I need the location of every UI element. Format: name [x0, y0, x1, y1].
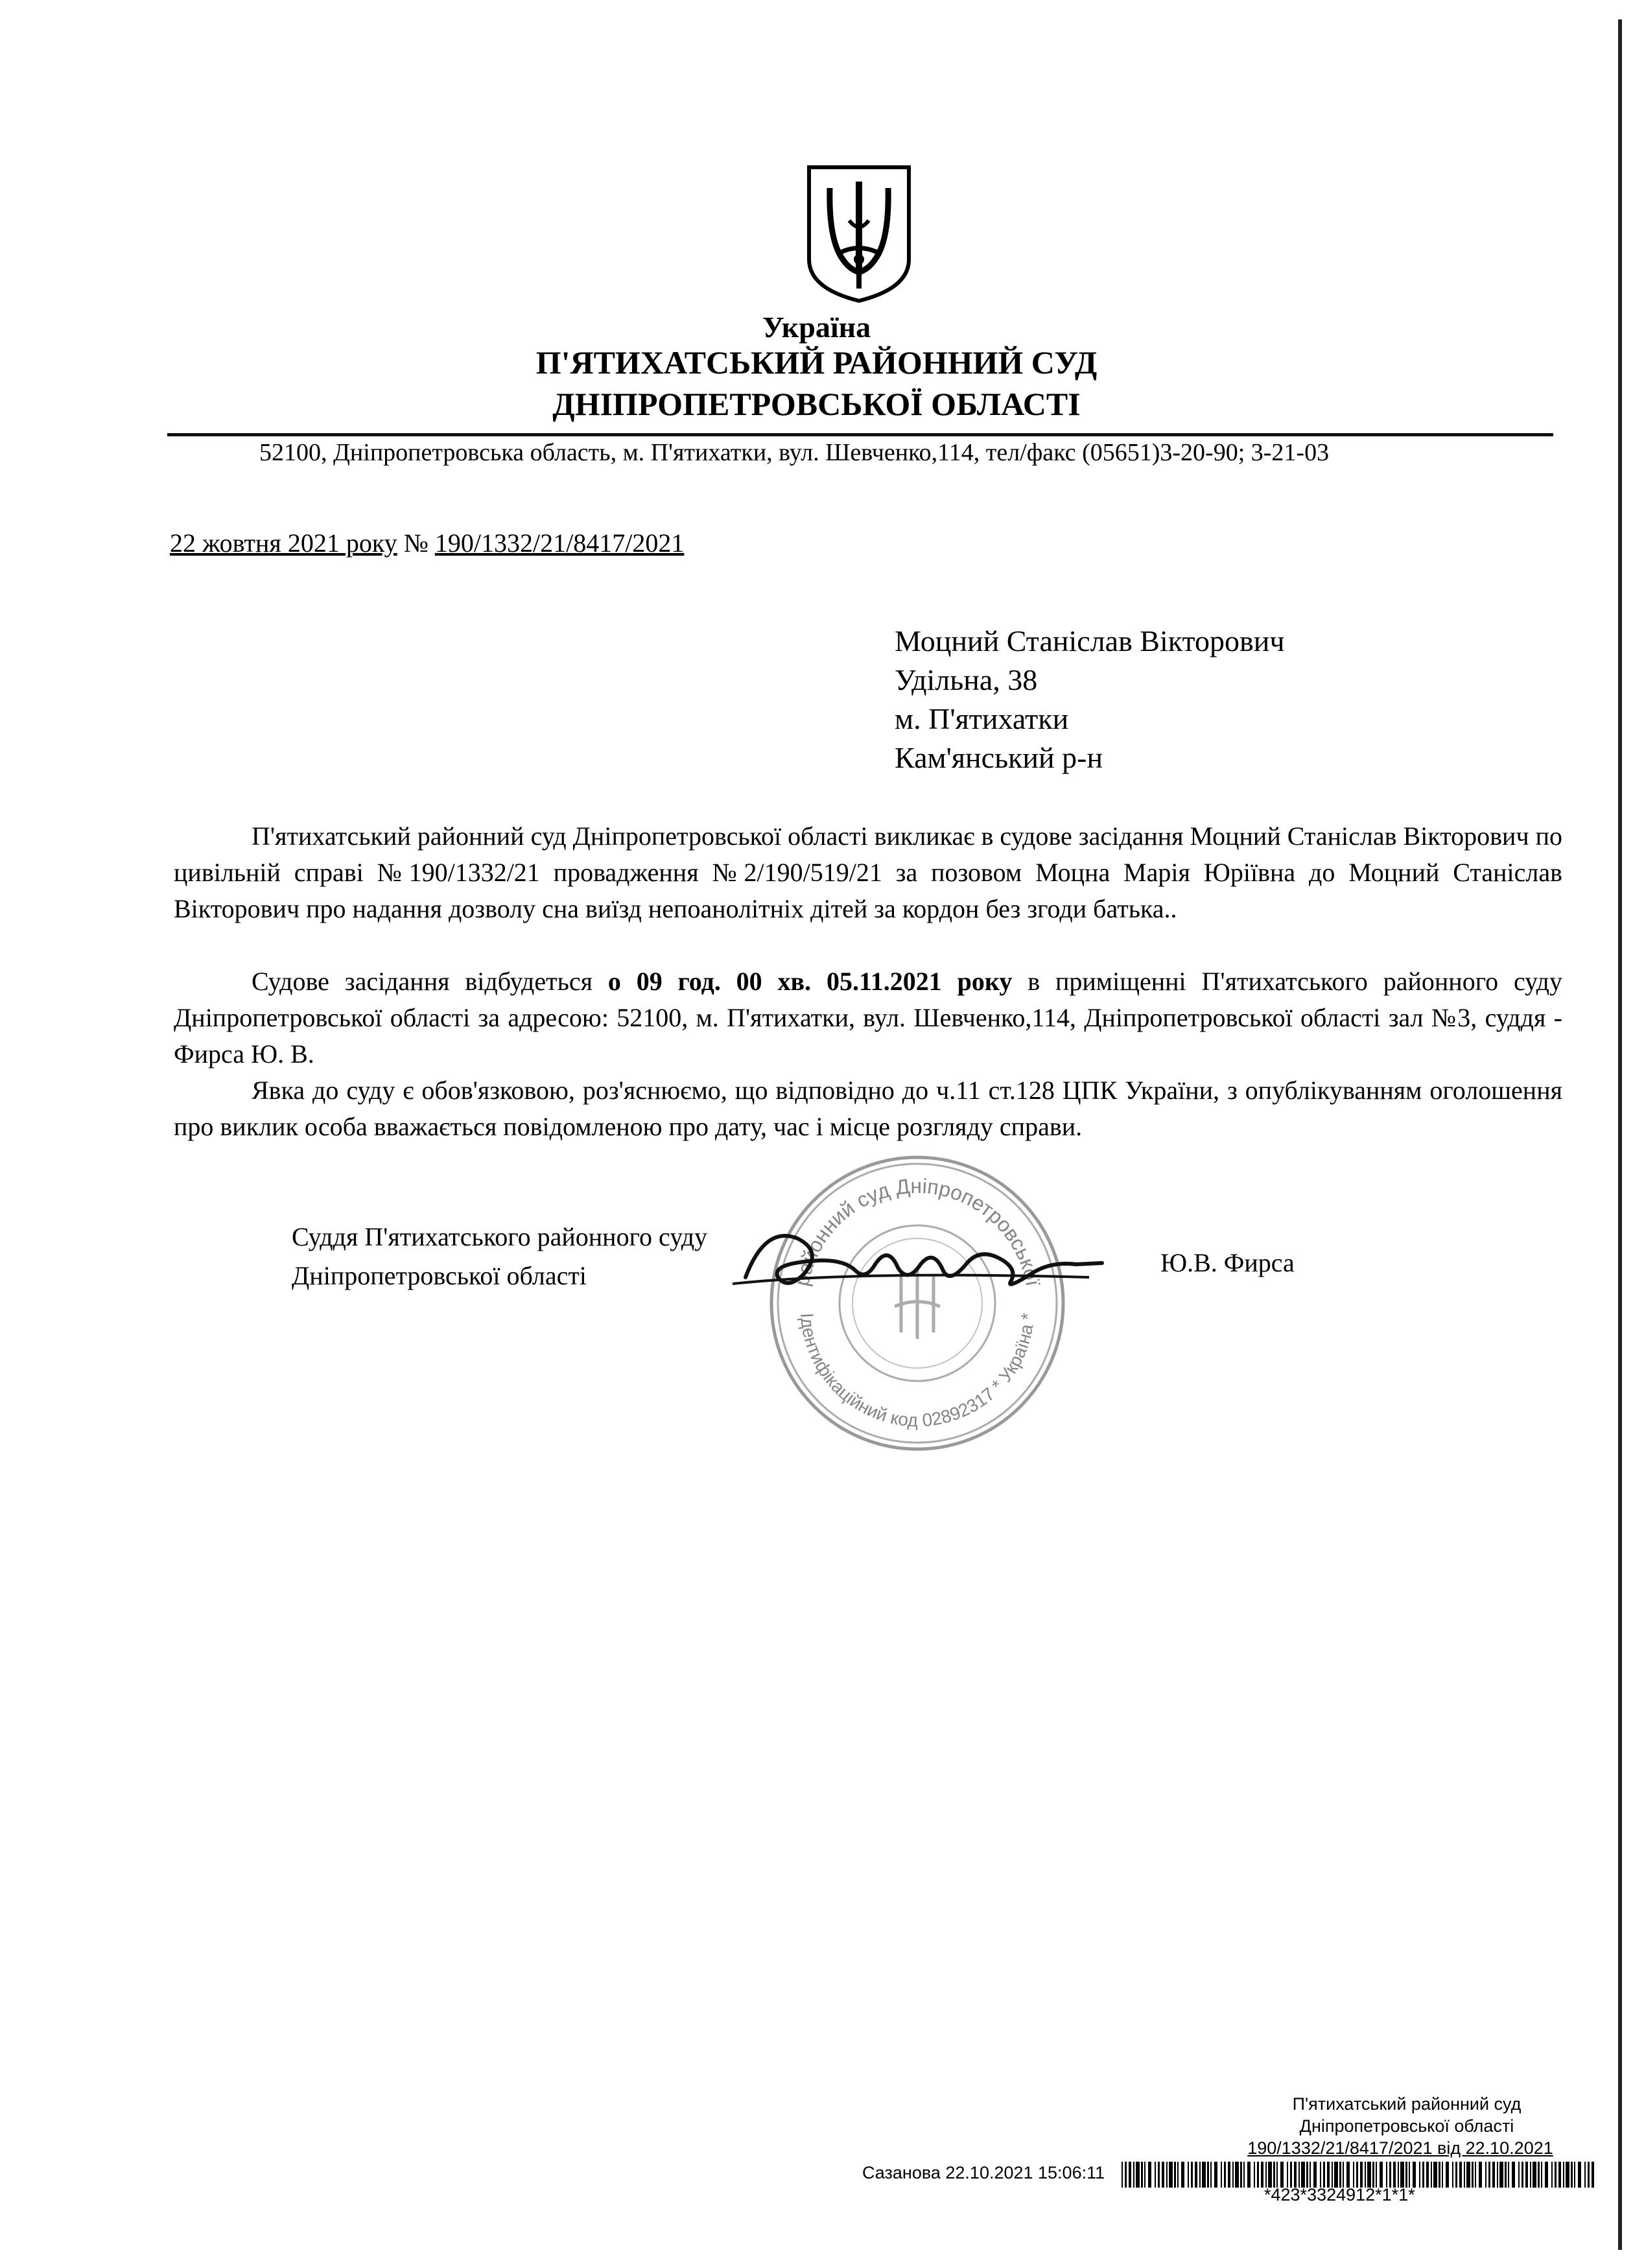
recipient-city: м. П'ятихатки	[895, 702, 1069, 735]
hearing-location: в приміщенні П'ятихатського районного суду Дніпропетровської області за адресою: 52100, м. П'ятихатки, вул. Шевченко,114, Дніпропетровської області зал №3, суддя - Фирса Ю. В.	[174, 967, 1563, 1069]
recipient-street: Удільна, 38	[895, 663, 1038, 696]
court-seal-stamp	[762, 1148, 1073, 1459]
court-address: 52100, Дніпропетровська область, м. П'ятихатки, вул. Шевченко,114, тел/факс (05651)3-20-90; 3-21-03	[259, 439, 1330, 466]
hearing-datetime: о 09 год. 00 хв. 05.11.2021 року	[607, 967, 1013, 996]
seal-top-text: районний суд Дніпропетровської	[790, 1174, 1045, 1288]
hearing-intro: Судове засідання відбудеться	[252, 967, 593, 996]
recipient-district: Кам'янський р-н	[895, 741, 1103, 774]
court-region: ДНІПРОПЕТРОВСЬКОЇ ОБЛАСТІ	[552, 386, 1081, 422]
header-rule	[167, 433, 1553, 436]
paragraph-attendance-text: Явка до суду є обов'язковою, роз'яснюємо, що відповідно до ч.11 ст.128 ЦПК України, з опублікуванням оголошення про виклик особа вважається повідомленою про дату, час і місце розгляду справи.	[174, 1076, 1562, 1141]
paragraph-hearing	[174, 963, 1562, 1072]
trident-emblem-icon	[804, 162, 914, 305]
reference-number-label: №	[403, 528, 429, 558]
paragraph-summons-text: П'ятихатський районний суд Дніпропетровської області викликає в судове засідання Моцний Станіслав Вікторович по цивільній справі №190/1332/21 провадження №2/190/519/21 за позовом Моцна Марія Юріївна до Моцний Станіслав Вікторович про надання дозволу сна виїзд непоанолітніх дітей за кордон без згоди батька..	[174, 821, 1562, 923]
judge-signature	[726, 1212, 1115, 1297]
signatory-title: Суддя П'ятихатського районного суду	[292, 1222, 708, 1251]
court-name: П'ЯТИХАТСЬКИЙ РАЙОННИЙ СУД	[535, 344, 1098, 381]
registration-number: 190/1332/21/8417/2021 від 22.10.2021	[1247, 2138, 1553, 2158]
signatory-region: Дніпропетровської області	[292, 1261, 587, 1290]
signatory-name: Ю.В. Фирса	[1160, 1248, 1295, 1277]
registration-region: Дніпропетровської області	[1299, 2116, 1514, 2136]
paragraph-summons	[174, 818, 1562, 927]
country-title: Україна	[762, 311, 871, 344]
reference-number: 190/1332/21/8417/2021	[434, 528, 685, 558]
reference-date: 22 жовтня 2021 року	[170, 528, 397, 558]
registration-registrar: Сазанова 22.10.2021 15:06:11	[862, 2163, 1105, 2182]
barcode-number: *423*3324912*1*1*	[1264, 2185, 1415, 2204]
registration-barcode	[1122, 2162, 1595, 2188]
seal-bottom-text: Ідентифікаційний код 02892317 * Україна *	[797, 1312, 1038, 1431]
document-reference	[170, 528, 684, 558]
registration-court: П'ятихатський районний суд	[1292, 2094, 1521, 2114]
recipient-name: Моцний Станіслав Вікторович	[895, 624, 1285, 657]
paragraph-attendance	[174, 1072, 1562, 1145]
registration-stamp	[862, 2094, 1575, 2243]
